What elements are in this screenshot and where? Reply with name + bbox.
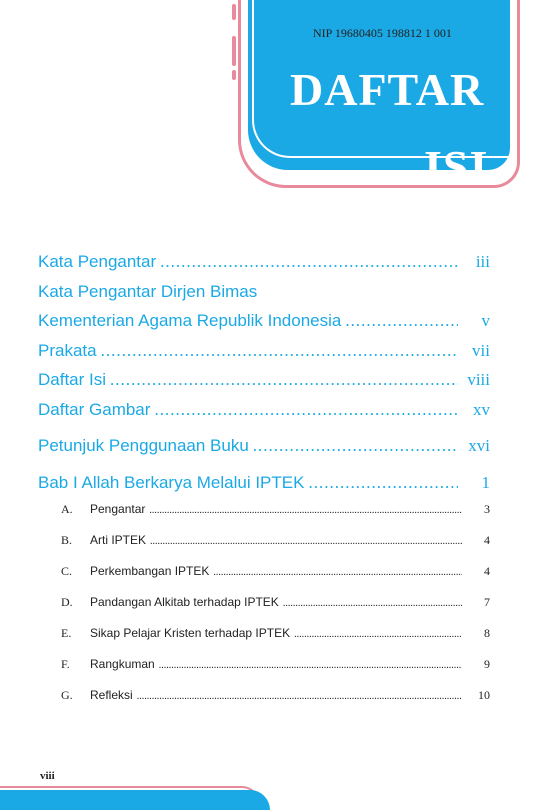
toc-subentry-page: 8 bbox=[484, 626, 490, 640]
toc-subentry[interactable] bbox=[38, 657, 490, 688]
toc-leader-dots bbox=[137, 691, 462, 702]
toc-entry[interactable] bbox=[38, 252, 490, 282]
toc-subentry[interactable] bbox=[38, 626, 490, 657]
toc-subentry-page: 4 bbox=[484, 533, 490, 547]
toc-subentry-page: 4 bbox=[484, 564, 490, 578]
toc-entry-title: Daftar Gambar bbox=[38, 399, 151, 419]
toc-subentry[interactable] bbox=[38, 502, 490, 533]
toc-entry-page: 1 bbox=[481, 472, 490, 492]
toc-leader-dots bbox=[154, 400, 458, 420]
toc-entry-page: xvi bbox=[468, 436, 490, 455]
decoration-bar bbox=[232, 4, 236, 20]
toc-entry[interactable] bbox=[38, 436, 490, 466]
toc-subentry-page: 10 bbox=[478, 688, 490, 702]
toc-entry-page: viii bbox=[467, 370, 490, 389]
toc-leader-dots bbox=[283, 598, 462, 609]
toc-leader-dots bbox=[149, 505, 462, 516]
page-title-line2: ISI bbox=[424, 141, 489, 192]
toc-subentry[interactable] bbox=[38, 595, 490, 626]
toc-subentry-letter: C. bbox=[61, 564, 73, 578]
toc-entry-title: Daftar Isi bbox=[38, 370, 107, 389]
toc-leader-dots bbox=[345, 311, 458, 331]
toc-subentry-title: Pandangan Alkitab terhadap IPTEK bbox=[90, 595, 279, 609]
toc-subentry-title: Perkembangan IPTEK bbox=[90, 564, 210, 578]
toc-subentry[interactable] bbox=[38, 564, 490, 595]
toc-subentry-page: 3 bbox=[484, 502, 490, 516]
toc-leader-dots bbox=[150, 536, 462, 547]
page-title: DAFTAR bbox=[290, 64, 485, 115]
toc-subentry-letter: F. bbox=[61, 657, 70, 671]
toc-entry-page: iii bbox=[475, 252, 490, 271]
toc-entry-page: v bbox=[481, 311, 490, 330]
table-of-contents bbox=[38, 252, 490, 719]
toc-subentry-letter: B. bbox=[61, 533, 73, 547]
toc-subentry-title: Sikap Pelajar Kristen terhadap IPTEK bbox=[90, 626, 291, 640]
toc-entry[interactable] bbox=[38, 400, 490, 430]
toc-entry-title: Bab I Allah Berkarya Melalui IPTEK bbox=[38, 472, 305, 492]
toc-entry-title: Kata Pengantar Dirjen Bimas bbox=[38, 281, 258, 301]
toc-subentry-title: Arti IPTEK bbox=[90, 533, 147, 547]
toc-leader-dots bbox=[160, 252, 458, 272]
toc-subentry[interactable] bbox=[38, 533, 490, 564]
toc-entry-page: vii bbox=[472, 340, 490, 360]
toc-leader-dots bbox=[159, 660, 462, 671]
decoration-bar bbox=[232, 36, 236, 66]
toc-leader-dots bbox=[308, 473, 458, 493]
toc-subentry-letter: D. bbox=[61, 595, 73, 609]
toc-entry-page: xv bbox=[473, 399, 490, 419]
footer-decoration bbox=[0, 790, 270, 810]
toc-subentry-page: 9 bbox=[484, 657, 490, 671]
toc-entry[interactable] bbox=[38, 282, 490, 312]
toc-subentry-title: Rangkuman bbox=[90, 657, 155, 671]
toc-entry-title: Prakata bbox=[38, 340, 97, 360]
toc-leader-dots bbox=[253, 436, 458, 456]
page-number: viii bbox=[40, 770, 55, 782]
toc-subentry-title: Refleksi bbox=[90, 688, 133, 702]
toc-leader-dots bbox=[110, 370, 458, 390]
toc-subentry-title: Pengantar bbox=[90, 502, 146, 516]
toc-entry[interactable] bbox=[38, 311, 490, 341]
decoration-bar bbox=[232, 70, 236, 80]
toc-chapter-entry[interactable] bbox=[38, 473, 490, 503]
toc-subentry-letter: A. bbox=[61, 502, 73, 516]
toc-subentry-letter: E. bbox=[61, 626, 72, 640]
toc-subentry[interactable] bbox=[38, 688, 490, 719]
nip-text: NIP 19680405 198812 1 001 bbox=[313, 26, 452, 40]
toc-leader-dots bbox=[213, 567, 462, 578]
toc-leader-dots bbox=[101, 341, 458, 361]
toc-subentry-page: 7 bbox=[484, 595, 490, 609]
chapter-header bbox=[0, 0, 546, 200]
toc-subentry-letter: G. bbox=[61, 688, 73, 702]
toc-leader-dots bbox=[294, 629, 462, 640]
toc-entry[interactable] bbox=[38, 341, 490, 371]
toc-entry[interactable] bbox=[38, 370, 490, 400]
toc-entry-title: Kementerian Agama Republik Indonesia bbox=[38, 311, 342, 330]
toc-entry-title: Kata Pengantar bbox=[38, 252, 157, 271]
toc-entry-title: Petunjuk Penggunaan Buku bbox=[38, 436, 249, 455]
